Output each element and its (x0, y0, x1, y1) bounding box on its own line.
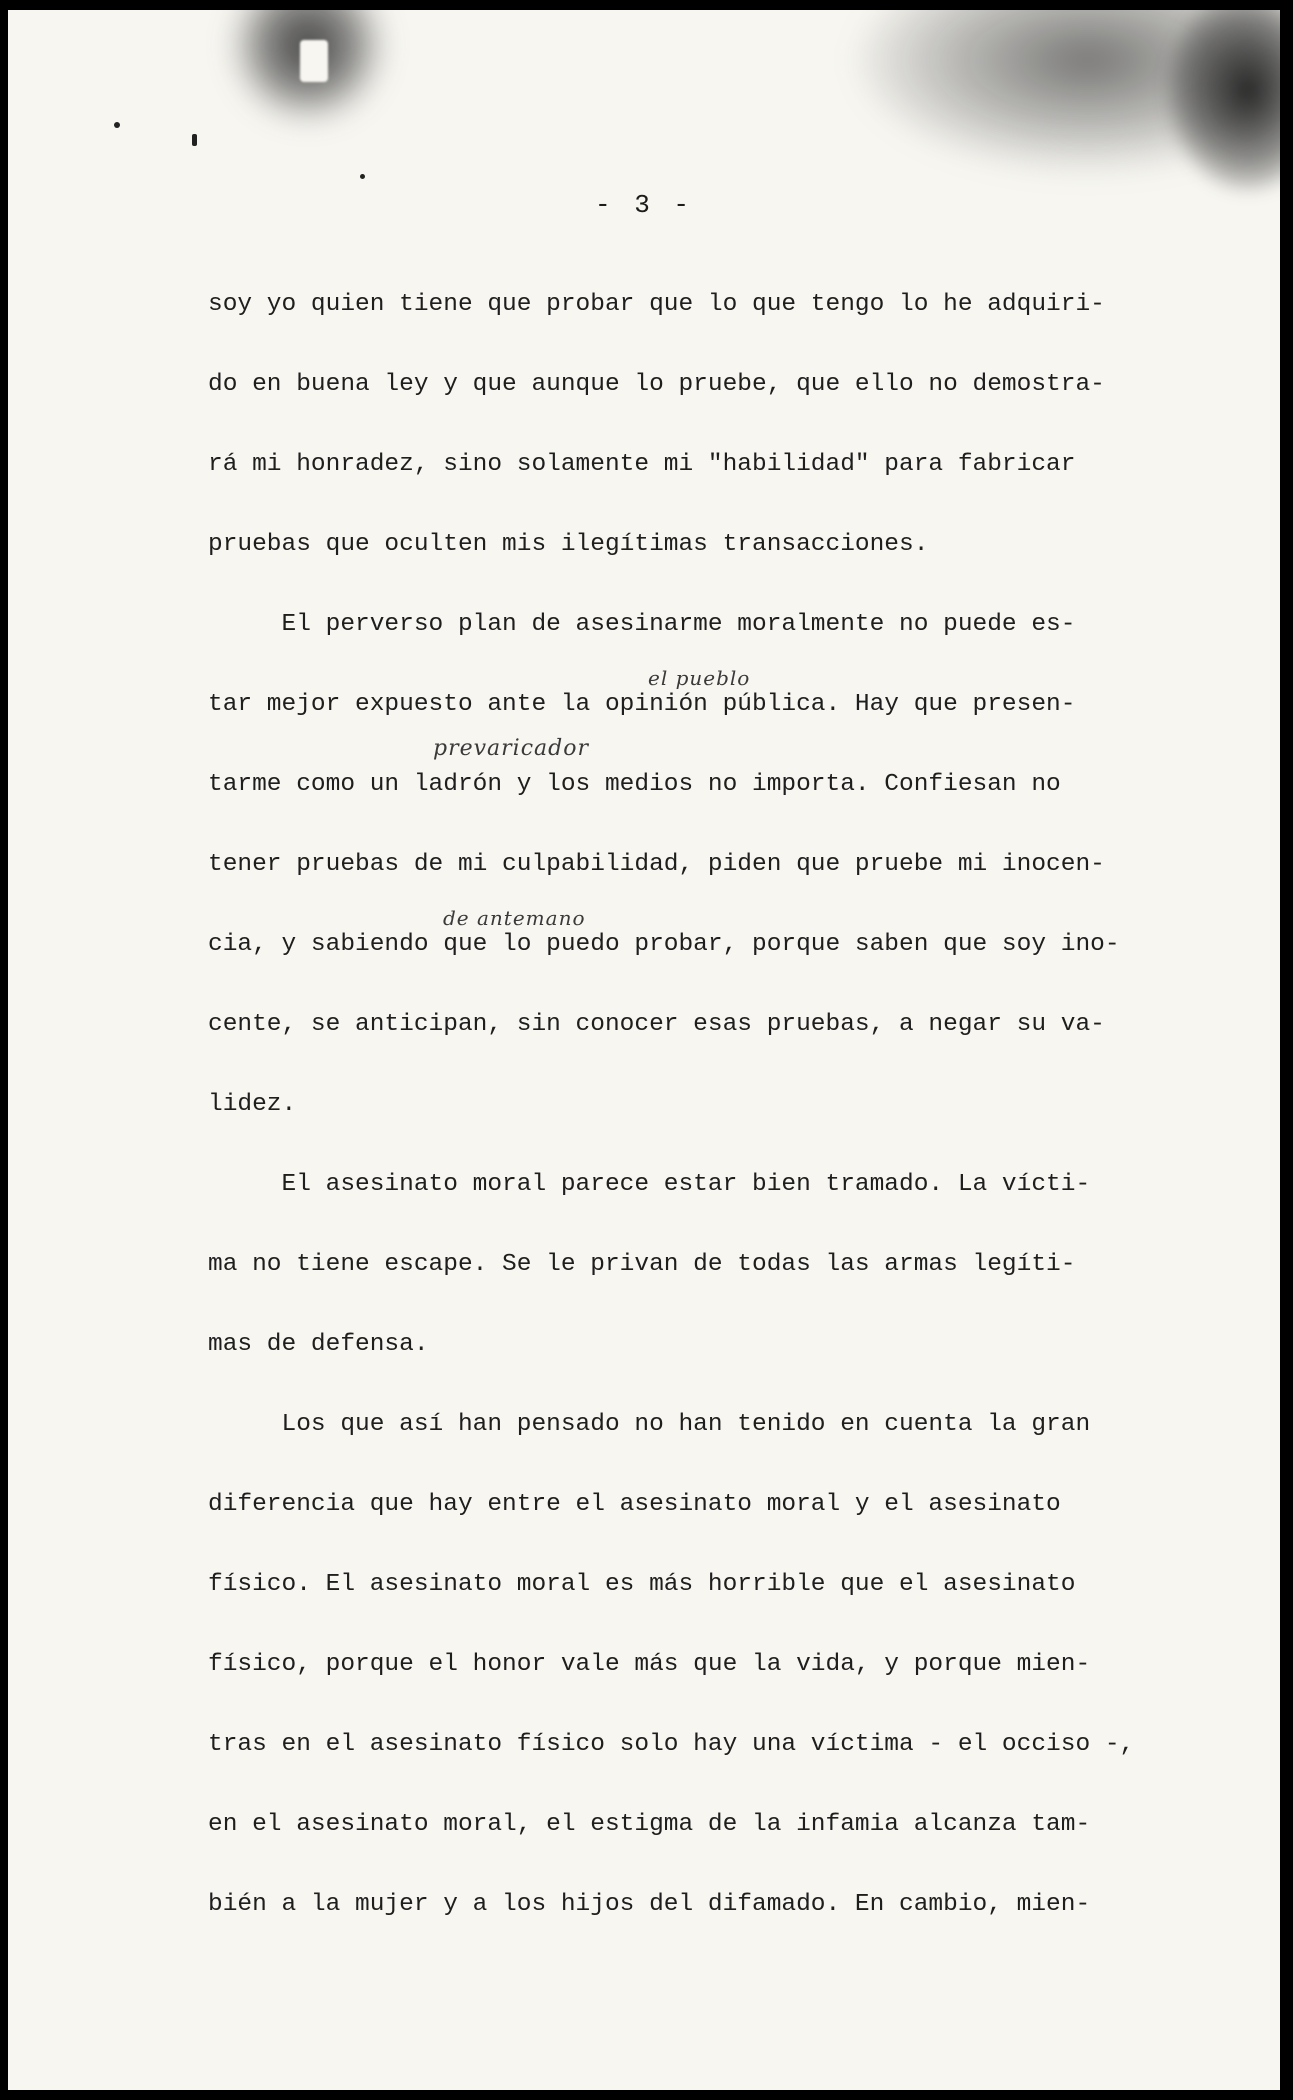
page-number: - 3 - (594, 190, 693, 220)
text-line: mas de defensa. (208, 1331, 429, 1358)
text-line: pruebas que oculten mis ilegítimas transacciones. (208, 531, 929, 558)
text-line: en el asesinato moral, el estigma de la infamia alcanza tam- (208, 1811, 1091, 1838)
ink-speck (360, 174, 365, 179)
text-line: tras en el asesinato físico solo hay una víctima - el occiso -, (208, 1731, 1135, 1758)
text-line: ma no tiene escape. Se le privan de todas las armas legíti- (208, 1251, 1076, 1278)
text-line: soy yo quien tiene que probar que lo que tengo lo he adquiri- (208, 291, 1105, 318)
text-line: cia, y sabiendo que lo puedo probar, porque saben que soy ino- (208, 931, 1120, 958)
text-line: tarme como un ladrón y los medios no importa. Confiesan no (208, 771, 1061, 798)
document-page (8, 10, 1280, 2090)
typed-body-text (208, 265, 1208, 1945)
text-line: bién a la mujer y a los hijos del difamado. En cambio, mien- (208, 1891, 1091, 1918)
text-line: Los que así han pensado no han tenido en cuenta la gran (208, 1411, 1091, 1438)
text-line: tar mejor expuesto ante la opinión pública. Hay que presen- (208, 691, 1076, 718)
ink-smudge-corner (1168, 10, 1280, 190)
text-line: El asesinato moral parece estar bien tramado. La vícti- (208, 1171, 1091, 1198)
text-line: do en buena ley y que aunque lo pruebe, que ello no demostra- (208, 371, 1105, 398)
text-line: El perverso plan de asesinarme moralmente no puede es- (208, 611, 1076, 638)
text-line: diferencia que hay entre el asesinato moral y el asesinato (208, 1491, 1061, 1518)
ink-speck (192, 134, 197, 146)
handwritten-annotation-de-antemano: de antemano (443, 906, 586, 930)
text-line: rá mi honradez, sino solamente mi "habilidad" para fabricar (208, 451, 1076, 478)
text-line: tener pruebas de mi culpabilidad, piden que pruebe mi inocen- (208, 851, 1105, 878)
text-line: cente, se anticipan, sin conocer esas pruebas, a negar su va- (208, 1011, 1105, 1038)
ink-smudge-right (858, 10, 1280, 170)
text-line: lidez. (208, 1091, 297, 1118)
handwritten-annotation-prevaricador: prevaricador (433, 736, 589, 761)
text-line: físico, porque el honor vale más que la vida, y porque mien- (208, 1651, 1091, 1678)
punch-hole (300, 40, 328, 82)
ink-speck (114, 122, 120, 128)
handwritten-annotation-el-pueblo: el pueblo (648, 666, 751, 690)
text-line: físico. El asesinato moral es más horrible que el asesinato (208, 1571, 1076, 1598)
